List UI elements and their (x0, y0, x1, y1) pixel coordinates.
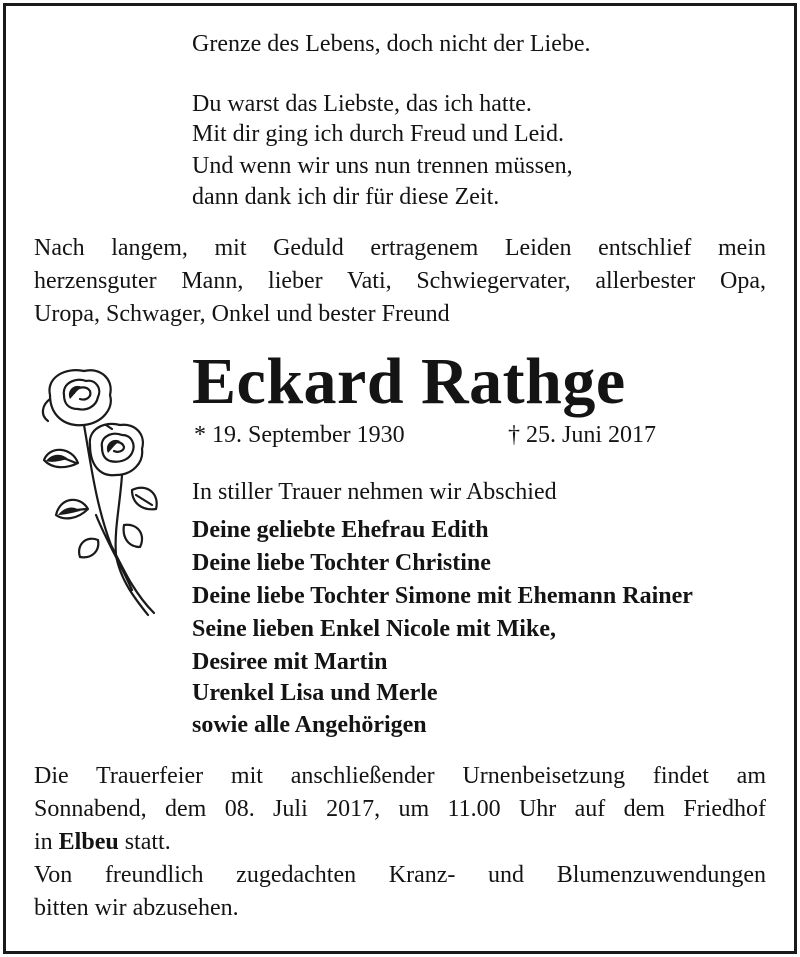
intro-line-1: Nach langem, mit Geduld ertragenem Leiden entschlief mein (34, 235, 766, 261)
poem-stanza-line-3: Und wenn wir uns nun trennen müssen, (192, 153, 573, 179)
poem-stanza-line-4: dann dank ich dir für diese Zeit. (192, 184, 500, 210)
mourner-line-3: Deine liebe Tochter Simone mit Ehemann Rainer (192, 583, 693, 609)
mourner-line-4: Seine lieben Enkel Nicole mit Mike, (192, 616, 556, 642)
death-date: † 25. Juni 2017 (508, 422, 657, 448)
birth-date: * 19. September 1930 (194, 422, 405, 448)
funeral-line-4: Von freundlich zugedachten Kranz- und Blumenzuwendungen (34, 862, 766, 888)
funeral-line-3-prefix: in (34, 829, 59, 855)
mourner-line-7: sowie alle Angehörigen (192, 712, 427, 738)
mourner-line-2: Deine liebe Tochter Christine (192, 550, 491, 576)
funeral-paragraph (34, 760, 766, 925)
deceased-name: Eckard Rathge (192, 345, 626, 418)
mourner-line-5: Desiree mit Martin (192, 649, 388, 675)
poem-line-1: Grenze des Lebens, doch nicht der Liebe. (192, 31, 591, 57)
funeral-line-1: Die Trauerfeier mit anschließender Urnenbeisetzung findet am (34, 763, 766, 789)
intro-line-2: herzensguter Mann, lieber Vati, Schwiegervater, allerbester Opa, (34, 268, 766, 294)
funeral-place: Elbeu (58, 829, 119, 855)
rose-illustration-icon (36, 365, 166, 620)
mourning-intro: In stiller Trauer nehmen wir Abschied (192, 479, 557, 505)
intro-line-3: Uropa, Schwager, Onkel und bester Freund (34, 301, 450, 327)
funeral-line-5: bitten wir abzusehen. (34, 895, 239, 921)
intro-paragraph (34, 232, 766, 331)
funeral-line-2: Sonnabend, dem 08. Juli 2017, um 11.00 Uhr auf dem Friedhof (34, 796, 766, 822)
mourner-line-1: Deine geliebte Ehefrau Edith (192, 517, 489, 543)
funeral-line-3 (34, 826, 766, 859)
funeral-line-3-suffix: statt. (118, 829, 171, 855)
mourner-line-6: Urenkel Lisa und Merle (192, 680, 438, 706)
poem-stanza-line-2: Mit dir ging ich durch Freud und Leid. (192, 121, 564, 147)
poem-stanza-line-1: Du warst das Liebste, das ich hatte. (192, 91, 532, 117)
